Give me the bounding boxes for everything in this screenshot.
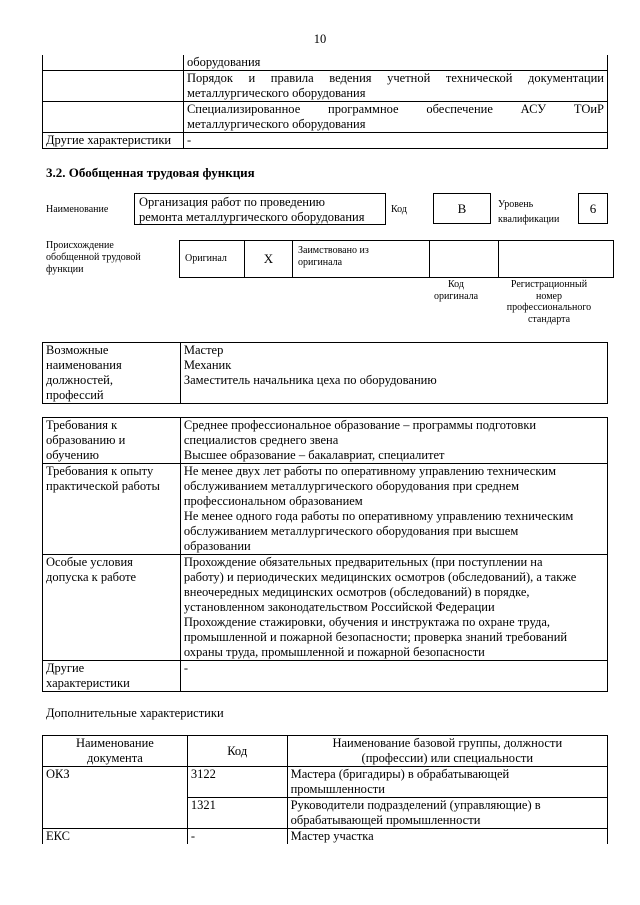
top-knowledge-table bbox=[42, 55, 608, 149]
conditions-value: работу) и периодических медицинских осмотров (обследований), а также bbox=[183, 570, 577, 584]
education-label: Требования к bbox=[46, 418, 118, 432]
other-characteristics-label: Другие характеристики bbox=[46, 133, 172, 147]
education-value: Высшее образование – бакалавриат, специалитет bbox=[183, 448, 445, 462]
function-name-box bbox=[134, 193, 386, 225]
registration-number-label bbox=[494, 279, 604, 325]
table-row bbox=[43, 464, 608, 555]
conditions-value: установленном законодательством Российской Федерации bbox=[183, 600, 495, 614]
positions-label: наименования bbox=[46, 358, 122, 372]
conditions-label: Особые условия bbox=[46, 555, 133, 569]
education-label: обучению bbox=[46, 448, 99, 462]
origin-label bbox=[46, 240, 141, 276]
qualification-level-line: квалификации bbox=[498, 213, 560, 225]
code-label: Код bbox=[391, 204, 407, 215]
other-label: Другие bbox=[46, 661, 85, 675]
qualification-level-line: Уровень bbox=[498, 199, 534, 210]
column-header: Наименование bbox=[75, 736, 154, 750]
positions-label: профессий bbox=[46, 388, 104, 402]
borrowed-label: Заимствовано из bbox=[298, 245, 369, 256]
group-name: Руководители подразделений (управляющие) в bbox=[290, 798, 541, 812]
other-label: характеристики bbox=[46, 676, 130, 690]
experience-value: образовании bbox=[183, 539, 251, 553]
conditions-value: промышленной и пожарной безопасности; проверка знаний требований bbox=[183, 630, 568, 644]
position-item: Заместитель начальника цеха по оборудованию bbox=[183, 373, 437, 387]
origin-code-label-line: Код bbox=[448, 279, 464, 290]
origin-code-cell bbox=[430, 241, 499, 278]
original-label: Оригинал bbox=[185, 253, 227, 265]
table-row bbox=[43, 133, 608, 149]
table-row bbox=[43, 102, 608, 133]
column-header: Наименование базовой группы, должности bbox=[332, 736, 563, 750]
document-name: ОКЗ bbox=[46, 767, 70, 781]
requirements-table bbox=[42, 417, 608, 692]
other-value: - bbox=[183, 661, 189, 675]
position-item: Мастер bbox=[183, 343, 224, 357]
registration-label-line: Регистрационный bbox=[510, 279, 588, 290]
positions-label: Возможные bbox=[46, 343, 109, 357]
knowledge-item: металлургического оборудования bbox=[186, 86, 366, 100]
knowledge-item: металлургического оборудования bbox=[186, 117, 366, 131]
origin-label-line: Происхождение bbox=[46, 240, 114, 251]
code-value: 1321 bbox=[190, 798, 216, 812]
registration-label-line: номер bbox=[536, 290, 562, 302]
column-header: документа bbox=[86, 751, 143, 765]
column-header: (профессии) или специальности bbox=[361, 751, 534, 765]
group-name: Мастер участка bbox=[290, 829, 374, 843]
table-row bbox=[43, 71, 608, 102]
table-row bbox=[43, 661, 608, 692]
education-label: образованию и bbox=[46, 433, 126, 447]
experience-value: Не менее двух лет работы по оперативному управлению техническим bbox=[183, 464, 557, 478]
function-code-box: B bbox=[433, 193, 491, 224]
document-name: ЕКС bbox=[46, 829, 70, 843]
registration-number-cell bbox=[499, 241, 614, 278]
code-value: 3122 bbox=[190, 767, 216, 781]
registration-label-line: профессионального bbox=[506, 302, 592, 313]
original-mark-cell bbox=[245, 241, 293, 278]
position-item: Механик bbox=[183, 358, 232, 372]
knowledge-item: Порядок и правила ведения учетной технической документации bbox=[186, 71, 604, 85]
experience-value: Не менее одного года работы по оперативному управлению техническим bbox=[183, 509, 574, 523]
code-value: - bbox=[190, 829, 195, 843]
positions-table bbox=[42, 342, 608, 404]
conditions-value: внеочередных медицинских осмотров (обследований) в порядке, bbox=[183, 585, 530, 599]
function-name-line: Организация работ по проведению bbox=[139, 195, 325, 209]
experience-label: Требования к опыту bbox=[46, 464, 154, 478]
original-cell bbox=[180, 241, 245, 278]
table-row bbox=[43, 55, 608, 71]
origin-label-line: функции bbox=[46, 264, 84, 275]
qualification-level-label bbox=[498, 198, 559, 227]
experience-value: обслуживанием металлургического оборудования при среднем bbox=[183, 479, 520, 493]
table-header-row bbox=[43, 736, 608, 767]
group-name: Мастера (бригадиры) в обрабатывающей bbox=[290, 767, 510, 781]
origin-table bbox=[179, 240, 614, 278]
borrowed-label: оригинала bbox=[298, 256, 343, 268]
table-row bbox=[43, 343, 608, 404]
function-name-line: ремонта металлургического оборудования bbox=[139, 210, 365, 224]
page-number: 10 bbox=[313, 32, 327, 46]
origin-label-line: обобщенной трудовой bbox=[46, 252, 141, 263]
table-row bbox=[180, 241, 614, 278]
section-title: 3.2. Обобщенная трудовая функция bbox=[46, 165, 255, 180]
knowledge-item: Специализированное программное обеспечение АСУ ТОиР bbox=[186, 102, 604, 116]
table-row bbox=[43, 418, 608, 464]
conditions-label: допуска к работе bbox=[46, 570, 137, 584]
table-row bbox=[43, 829, 608, 845]
table-row bbox=[43, 798, 608, 829]
table-row bbox=[43, 555, 608, 661]
experience-value: обслуживанием металлургического оборудования при высшем bbox=[183, 524, 519, 538]
other-characteristics-value: - bbox=[186, 133, 192, 147]
qualification-level-box: 6 bbox=[578, 193, 608, 224]
education-value: Среднее профессиональное образование – программы подготовки bbox=[183, 418, 537, 432]
name-label: Наименование bbox=[46, 204, 109, 215]
group-name: обрабатывающей промышленности bbox=[290, 813, 481, 827]
conditions-value: охраны труда, промышленной и пожарной безопасности bbox=[183, 645, 485, 659]
origin-code-label-line: оригинала bbox=[433, 290, 479, 302]
knowledge-item: оборудования bbox=[186, 55, 261, 69]
original-mark: X bbox=[263, 251, 274, 267]
additional-title: Дополнительные характеристики bbox=[46, 706, 224, 720]
borrowed-cell bbox=[293, 241, 430, 278]
positions-label: должностей, bbox=[46, 373, 113, 387]
group-name: промышленности bbox=[290, 782, 385, 796]
conditions-value: Прохождение обязательных предварительных (при поступлении на bbox=[183, 555, 543, 569]
experience-value: профессиональном образованием bbox=[183, 494, 363, 508]
education-value: специалистов среднего звена bbox=[183, 433, 339, 447]
additional-table bbox=[42, 735, 608, 844]
origin-code-label bbox=[420, 279, 492, 302]
column-header: Код bbox=[227, 743, 248, 758]
registration-label-line: стандарта bbox=[527, 313, 571, 325]
conditions-value: Прохождение стажировки, обучения и инструктажа по охране труда, bbox=[183, 615, 550, 629]
experience-label: практической работы bbox=[46, 479, 160, 493]
table-row bbox=[43, 767, 608, 798]
